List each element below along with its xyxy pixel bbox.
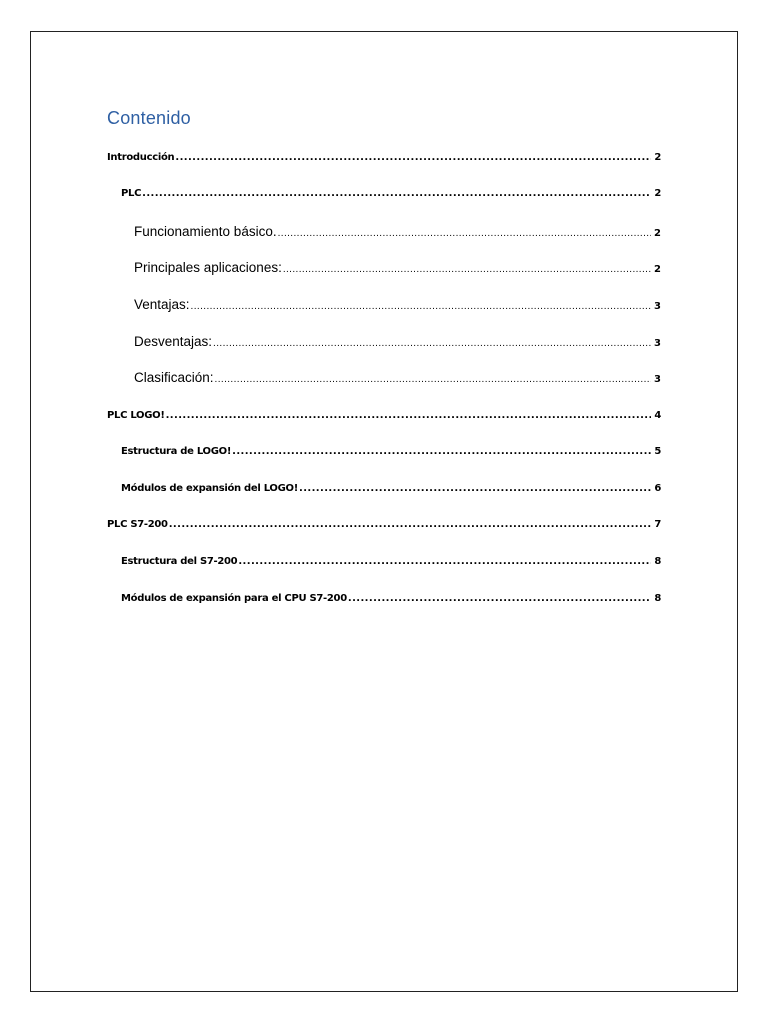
toc-entry-estructura-s7-200[interactable] (121, 556, 661, 567)
toc-entry-introduccion[interactable] (107, 152, 661, 163)
dot-leader (283, 260, 651, 275)
toc-entry-plc-logo[interactable] (107, 410, 661, 421)
toc-entry-ventajas[interactable] (134, 297, 661, 312)
toc-page-number: 5 (654, 446, 661, 457)
toc-entry-label: Introducción (107, 152, 175, 163)
toc-entry-label: Clasificación: (134, 370, 214, 385)
dot-leader (215, 370, 652, 385)
toc-entry-label: Módulos de expansión para el CPU S7-200 (121, 593, 347, 604)
toc-title: Contenido (107, 108, 191, 128)
toc-entry-label: Ventajas: (134, 297, 190, 312)
toc-entry-label: Principales aplicaciones: (134, 260, 282, 275)
toc-entry-label: Módulos de expansión del LOGO! (121, 483, 298, 494)
toc-entry-estructura-logo[interactable] (121, 446, 661, 457)
toc-entry-principales-aplicaciones[interactable] (134, 260, 661, 275)
dot-leader (175, 152, 651, 163)
toc-entry-plc-s7-200[interactable] (107, 519, 661, 530)
toc-entry-plc[interactable] (121, 188, 661, 199)
dot-leader (299, 483, 651, 494)
toc-page-number: 3 (654, 301, 661, 312)
toc-entry-label: Desventajas: (134, 334, 213, 349)
toc-page-number: 3 (654, 338, 661, 349)
toc-entry-label: PLC S7-200 (107, 519, 168, 530)
dot-leader (166, 410, 652, 421)
dot-leader (348, 593, 651, 604)
toc-page-number: 2 (654, 228, 661, 239)
toc-entry-label: Estructura de LOGO! (121, 446, 232, 457)
toc-page-number: 2 (654, 188, 661, 199)
toc-page-number: 3 (654, 374, 661, 385)
toc-entry-desventajas[interactable] (134, 334, 661, 349)
toc-page-number: 2 (654, 152, 661, 163)
toc-page-number: 2 (654, 264, 661, 275)
toc-entry-label: PLC LOGO! (107, 410, 165, 421)
dot-leader (142, 188, 651, 199)
toc-entry-label: Funcionamiento básico. (134, 224, 277, 239)
toc-entry-label: PLC (121, 188, 142, 199)
toc-entry-clasificacion[interactable] (134, 370, 661, 385)
document-page (30, 31, 738, 992)
dot-leader (169, 519, 652, 530)
toc-page-number: 7 (654, 519, 661, 530)
toc-entry-funcionamiento-basico[interactable] (134, 224, 661, 239)
dot-leader (213, 334, 651, 349)
toc-entry-modulos-expansion-logo[interactable] (121, 483, 661, 494)
toc-page-number: 6 (654, 483, 661, 494)
dot-leader (238, 556, 651, 567)
toc-page-number: 4 (654, 410, 661, 421)
toc-entry-label: Estructura del S7-200 (121, 556, 238, 567)
dot-leader (278, 224, 651, 239)
dot-leader (232, 446, 651, 457)
toc-entry-modulos-expansion-cpu-s7-200[interactable] (121, 593, 661, 604)
toc-page-number: 8 (654, 556, 661, 567)
toc-page-number: 8 (654, 593, 661, 604)
dot-leader (191, 297, 651, 312)
